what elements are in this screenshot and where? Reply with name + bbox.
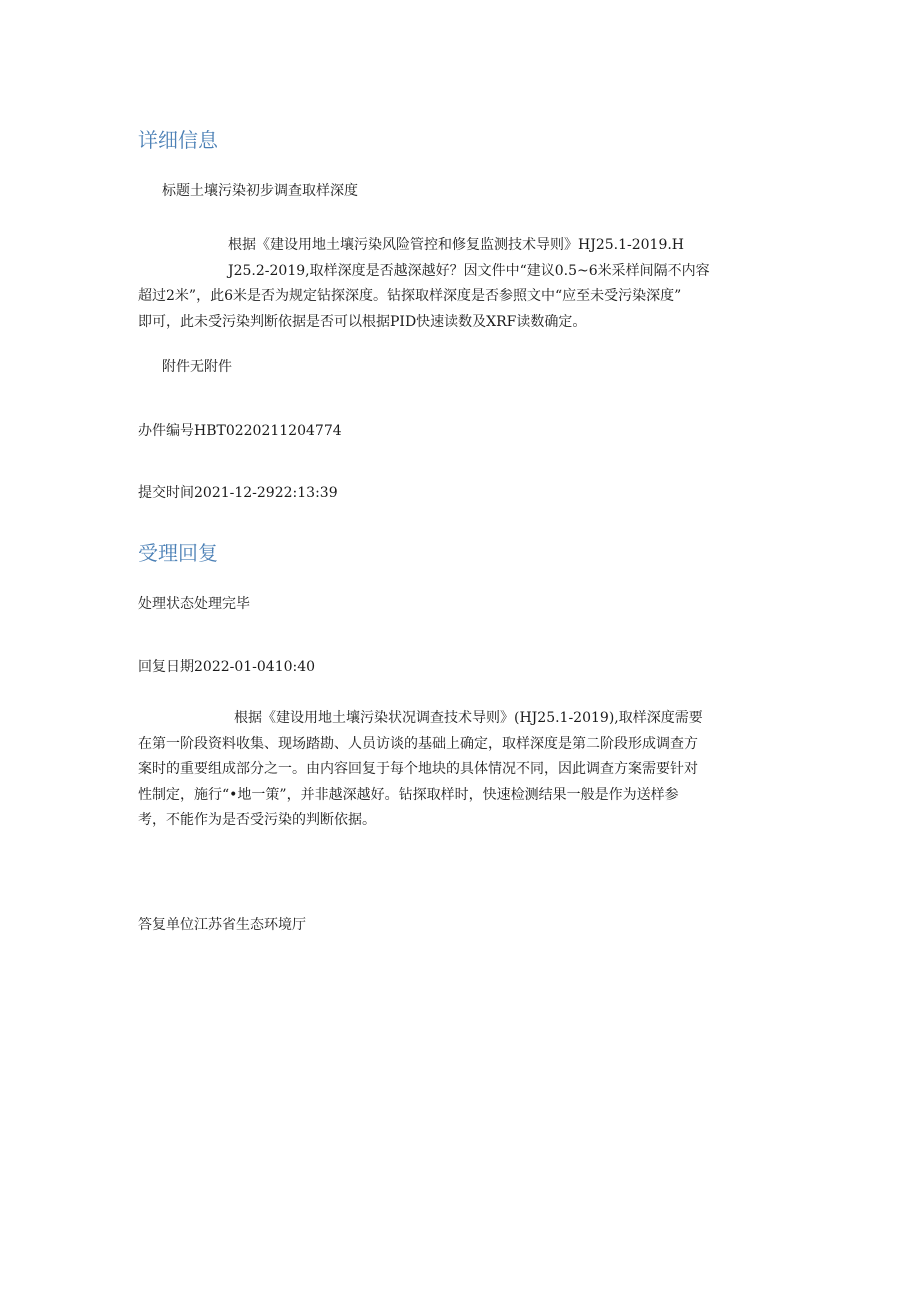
question-line: J25.2-2019,取样深度是否越深越好？因文件中“建议0.5~6米采样间隔不内容 xyxy=(228,262,710,279)
answer-line: 性制定，施行“•地一策”，并非越深越好。钻探取样时，快速检测结果一般是作为送样参 xyxy=(138,786,679,803)
answer-line: 考，不能作为是否受污染的判断依据。 xyxy=(138,812,376,828)
submit-time-line: 提交时间2021-12-2922:13:39 xyxy=(138,485,338,501)
status-line: 处理状态处理完毕 xyxy=(138,596,250,612)
section-heading-reply: 受理回复 xyxy=(138,541,218,565)
question-line: 根据《建设用地土壤污染风险管控和修复监测技术导则》HJ25.1-2019.H xyxy=(228,237,685,253)
answer-line: 在第一阶段资料收集、现场踏勘、人员访谈的基础上确定，取样深度是第二阶段形成调查方 xyxy=(138,735,698,752)
attachment-line: 附件无附件 xyxy=(162,359,232,375)
title-line: 标题土壤污染初步调查取样深度 xyxy=(162,183,358,199)
question-line: 超过2米”，此6米是否为规定钻探深度。钻探取样深度是否参照文中“应至未受污染深度” xyxy=(138,288,682,304)
answer-line: 案时的重要组成部分之一。由内容回复于每个地块的具体情况不同，因此调查方案需要针对 xyxy=(138,761,698,777)
reply-unit-line: 答复单位江苏省生态环境厅 xyxy=(138,917,306,933)
answer-line: 根据《建设用地土壤污染状况调查技术导则》(HJ25.1-2019),取样深度需要 xyxy=(234,710,703,726)
reply-date-line: 回复日期2022-01-0410:40 xyxy=(138,659,316,675)
case-number-line: 办件编号HBT0220211204774 xyxy=(138,423,342,439)
answer-paragraph xyxy=(138,706,703,834)
question-line: 即可，此未受污染判断依据是否可以根据PID快速读数及XRF读数确定。 xyxy=(138,313,587,330)
question-paragraph xyxy=(138,233,710,335)
section-heading-detail: 详细信息 xyxy=(138,128,218,152)
